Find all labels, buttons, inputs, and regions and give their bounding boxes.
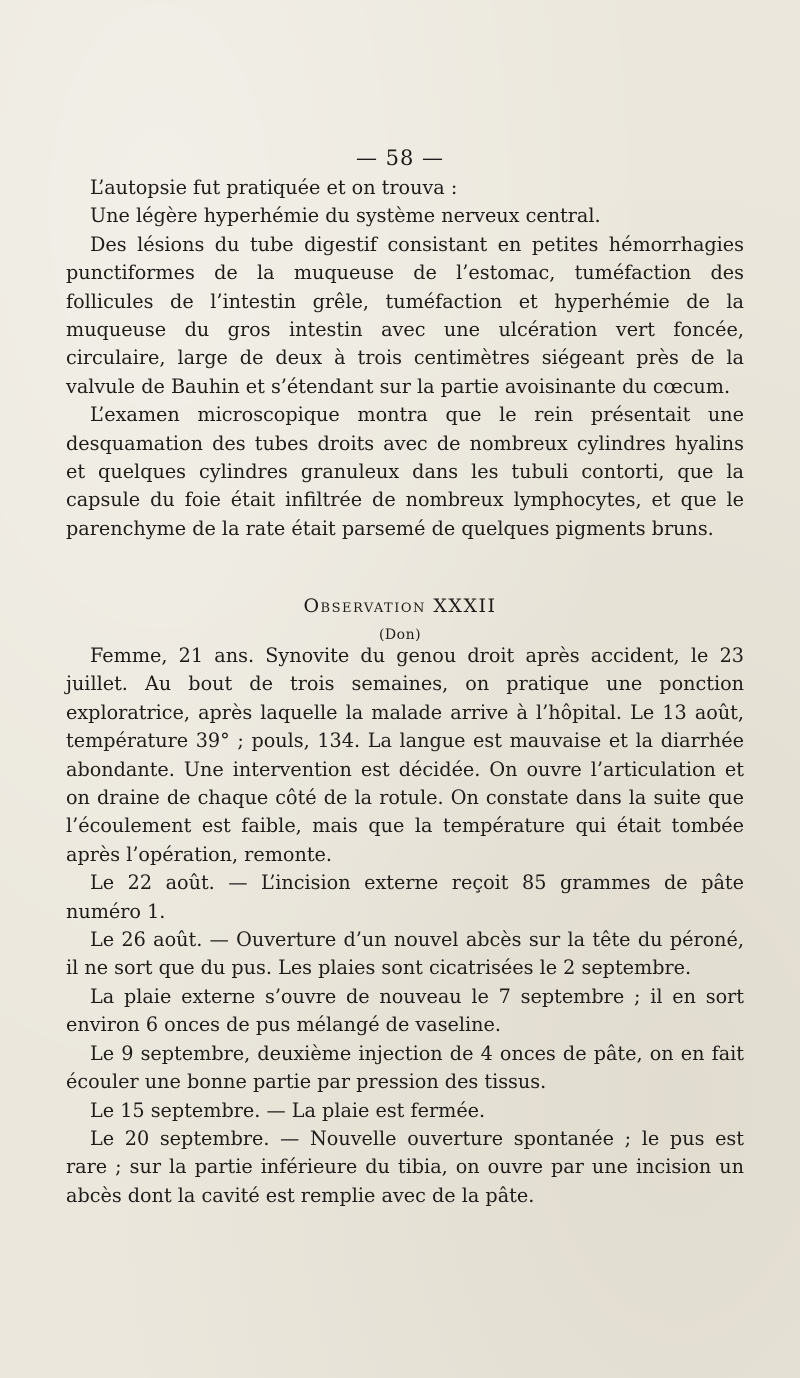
paragraph: L’autopsie fut pratiquée et on trouva : <box>90 176 458 199</box>
paragraph: Le 15 septembre. — La plaie est fermée. <box>90 1098 486 1122</box>
observation-heading: Observation XXXII <box>303 595 497 617</box>
paragraph: Le 9 septembre, deuxième injection de 4 onces de pâte, on en fait écouler une bonne partie par pression des tissus. <box>66 1041 744 1094</box>
autopsy-section <box>66 174 744 543</box>
paragraph: Le 26 août. — Ouverture d’un nouvel abcès sur la tête du péroné, il ne sort que du pus. Les plaies sont cicatrisées le 2 septembre. <box>66 928 744 980</box>
paragraph: Le 20 septembre. — Nouvelle ouverture spontanée ; le pus est rare ; sur la partie inférieure du tibia, on ouvre par une incision un abcès dont la cavité est remplie avec de la pâte. <box>66 1126 744 1207</box>
page-number: — 58 — <box>355 146 445 170</box>
paragraph: La plaie externe s’ouvre de nouveau le 7 septembre ; il en sort environ 6 onces de pus mélangé de vaseline. <box>66 984 744 1037</box>
observation-source: (Don) <box>378 627 422 643</box>
paragraph: Femme, 21 ans. Synovite du genou droit après accident, le 23 juillet. Au bout de trois semaines, on pratique une ponction exploratrice, après laquelle la malade arrive à l’hôpital. Le 13 août, température 39° ; pouls, 134. La langue est mauvaise et la diarrhée abondante. Une intervention est décidée. On ouvre l’articulation et on draine de chaque côté de la rotule. On constate dans la suite que l’écoulement est faible, mais que la température qui était tombée après l’opération, remonte. <box>66 644 744 866</box>
observation-section <box>66 642 744 1210</box>
paragraph: L’examen microscopique montra que le rein présentait une desquamation des tubes droits avec de nombreux cylindres hyalins et quelques cylindres granuleux dans les tubuli contorti, que la capsule du foie était infiltrée de nombreux lymphocytes, et que le parenchyme de la rate était parsemé de quelques pigments bruns. <box>66 403 744 540</box>
paragraph: Le 22 août. — L’incision externe reçoit 85 grammes de pâte numéro 1. <box>66 871 744 923</box>
paragraph: Des lésions du tube digestif consistant en petites hémorrhagies punctiformes de la muqueuse de l’estomac, tuméfaction des follicules de l’intestin grêle, tuméfaction et hyperhémie de la muqueuse du gros intestin avec une ulcération vert foncée, circulaire, large de deux à trois centimètres siégeant près de la valvule de Bauhin et s’étendant sur la partie avoisinante du cœcum. <box>66 232 744 398</box>
paragraph: Une légère hyperhémie du système nerveux central. <box>90 204 601 228</box>
